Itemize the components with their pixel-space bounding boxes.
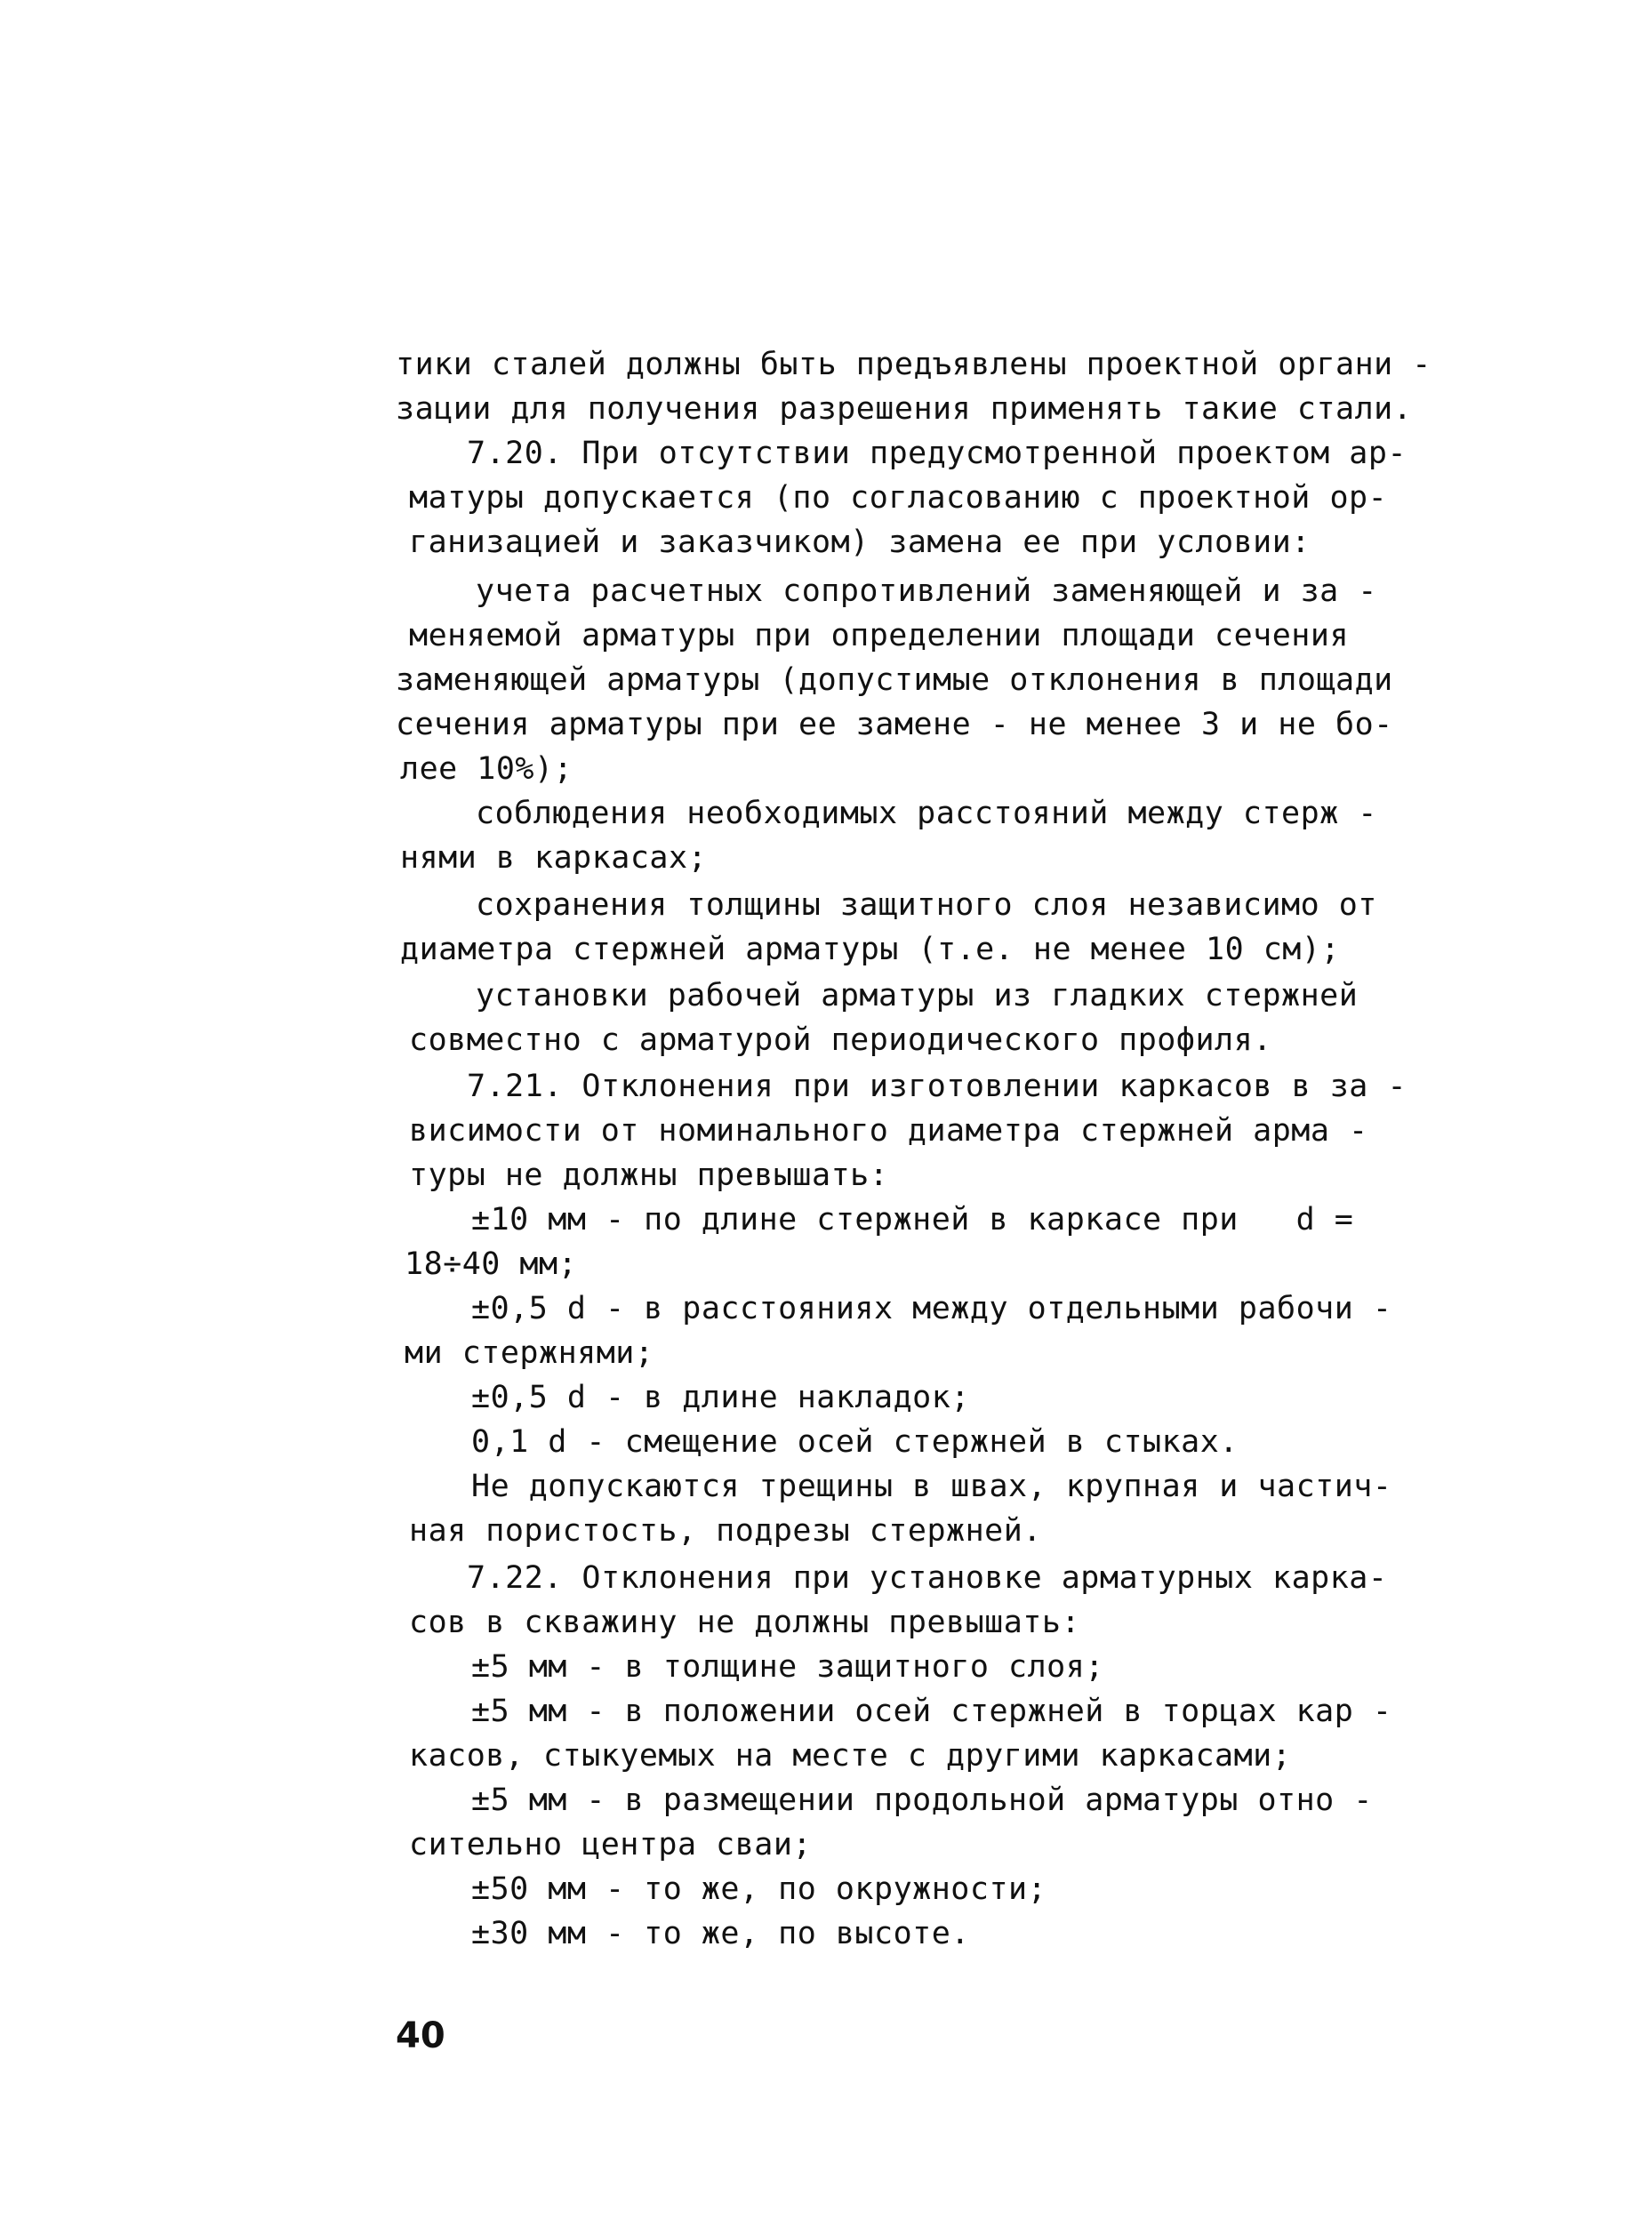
text-line: лее 10%);: [400, 751, 573, 787]
text-line: матуры допускается (по согласованию с проектной ор-: [409, 480, 1388, 516]
text-line: 7.21. Отклонения при изготовлении каркасов в за -: [467, 1069, 1407, 1104]
text-line: висимости от номинального диаметра стержней арма -: [409, 1113, 1368, 1149]
text-line: ганизацией и заказчиком) замена ее при условии:: [409, 525, 1311, 560]
text-line: учета расчетных сопротивлений заменяющей и за -: [476, 573, 1377, 609]
text-line: ми стержнями;: [405, 1335, 654, 1371]
text-line: 7.20. При отсутствии предусмотренной проектом ар-: [467, 436, 1407, 471]
text-line: касов, стыкуемых на месте с другими каркасами;: [409, 1738, 1292, 1774]
text-line: Не допускаются трещины в швах, крупная и частич-: [471, 1469, 1392, 1504]
text-line: ±30 мм - то же, по высоте.: [471, 1916, 970, 1951]
text-line: сечения арматуры при ее замене - не менее 3 и не бо-: [396, 707, 1393, 742]
text-line: соблюдения необходимых расстояний между стерж -: [476, 796, 1377, 831]
text-line: тики сталей должны быть предъявлены проектной органи -: [396, 347, 1431, 382]
text-line: сов в скважину не должны превышать:: [409, 1605, 1081, 1640]
text-line: установки рабочей арматуры из гладких стержней: [476, 978, 1359, 1013]
text-line: зации для получения разрешения применять такие стали.: [396, 391, 1413, 427]
text-line: 7.22. Отклонения при установке арматурных карка-: [467, 1560, 1388, 1596]
text-line: диаметра стержней арматуры (т.е. не менее 10 см);: [400, 932, 1341, 967]
text-line: ±10 мм - по длине стержней в каркасе при d =: [471, 1202, 1354, 1238]
text-line: ±50 мм - то же, по окружности;: [471, 1871, 1047, 1907]
text-line: 0,1 d - смещение осей стержней в стыках.: [471, 1424, 1239, 1460]
text-line: нями в каркасах;: [400, 840, 708, 876]
text-line: ная пористость, подрезы стержней.: [409, 1513, 1042, 1549]
text-line: заменяющей арматуры (допустимые отклонения в площади: [396, 662, 1393, 698]
text-line: ±5 мм - в размещении продольной арматуры отно -: [471, 1782, 1373, 1818]
text-line: ±5 мм - в толщине защитного слоя;: [471, 1649, 1104, 1685]
text-line: ±0,5 d - в расстояниях между отдельными рабочи -: [471, 1291, 1392, 1326]
text-line: ±0,5 d - в длине накладок;: [471, 1380, 970, 1415]
text-line: 18÷40 мм;: [405, 1246, 578, 1282]
text-line: сительно центра сваи;: [409, 1827, 813, 1863]
text-line: совместно с арматурой периодического профиля.: [409, 1022, 1272, 1058]
text-line: сохранения толщины защитного слоя независимо от: [476, 887, 1377, 923]
text-line: ±5 мм - в положении осей стержней в торцах кар -: [471, 1694, 1392, 1729]
page-number: 40: [396, 2015, 445, 2056]
text-line: туры не должны превышать:: [409, 1158, 889, 1193]
text-line: меняемой арматуры при определении площади сечения: [409, 618, 1350, 653]
